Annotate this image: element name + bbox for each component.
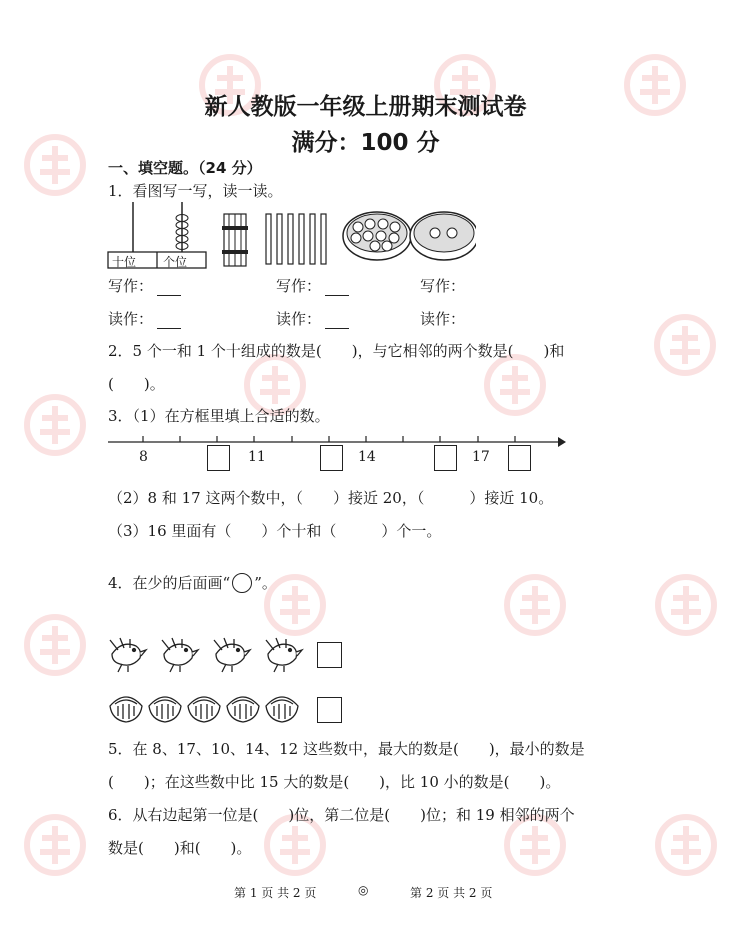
footer-page-left: 第 1 页 共 2 页 xyxy=(234,886,317,900)
q6-line2: 数是( )和( )。 xyxy=(108,839,252,857)
q5-line1: 5．在 8、17、10、14、12 这些数中，最大的数是( )，最小的数是 xyxy=(108,740,585,758)
stick-bundle-image xyxy=(222,214,248,266)
answer-box-4[interactable] xyxy=(508,445,531,471)
tick-label-8: 8 xyxy=(139,449,148,465)
bun-steamer-two-image xyxy=(410,212,476,260)
footer-symbol: ◎ xyxy=(358,883,369,897)
write-label-2: 写作： xyxy=(276,275,349,296)
answer-box-2[interactable] xyxy=(320,445,343,471)
shells-row xyxy=(106,692,316,726)
watermark-logo xyxy=(10,600,100,690)
q1-figures xyxy=(106,200,476,272)
tick-label-17: 17 xyxy=(472,449,490,465)
abacus-tens-label: 十位 xyxy=(112,255,137,269)
read-label-1: 读作： xyxy=(108,308,181,329)
watermark-logo xyxy=(641,560,731,650)
answer-box-birds[interactable] xyxy=(317,642,342,668)
birds-row xyxy=(106,636,346,674)
write-label-3: 写作： xyxy=(420,277,466,295)
page-subtitle: 满分：100 分 xyxy=(291,130,440,156)
loose-sticks-image xyxy=(266,214,326,264)
q6-line1: 6．从右边起第一位是( )位，第二位是( )位；和 19 相邻的两个 xyxy=(108,806,575,824)
watermark-logo xyxy=(10,380,100,470)
q3-part2: （2）8 和 17 这两个数中，（ ）接近 20，（ ）接近 10。 xyxy=(108,489,554,507)
page-title: 新人教版一年级上册期末测试卷 xyxy=(204,94,527,120)
watermark-logo xyxy=(640,300,730,390)
read-label-3: 读作： xyxy=(420,310,466,328)
watermark-logo xyxy=(490,560,580,650)
answer-box-3[interactable] xyxy=(434,445,457,471)
write-label-1: 写作： xyxy=(108,275,181,296)
circle-icon xyxy=(232,573,252,593)
answer-box-shells[interactable] xyxy=(317,697,342,723)
q2-line1: 2．5 个一和 1 个十组成的数是( )，与它相邻的两个数是( )和 xyxy=(108,342,565,360)
watermark-logo xyxy=(641,800,731,890)
tick-label-14: 14 xyxy=(358,449,376,465)
bun-steamer-full-image xyxy=(343,212,411,260)
q5-line2: ( )；在这些数中比 15 大的数是( )，比 10 小的数是( )。 xyxy=(108,773,561,791)
q4-stem: 4．在少的后面画“ ”。 xyxy=(108,574,277,592)
watermark-logo xyxy=(10,800,100,890)
q2-line2: ( )。 xyxy=(108,375,165,393)
tick-label-11: 11 xyxy=(248,449,266,465)
section-heading: 一、填空题。（24 分） xyxy=(108,159,262,177)
answer-box-1[interactable] xyxy=(207,445,230,471)
q1-stem: 1．看图写一写，读一读。 xyxy=(108,182,283,200)
footer-page-right: 第 2 页 共 2 页 xyxy=(410,886,493,900)
read-label-2: 读作： xyxy=(276,308,349,329)
abacus-ones-label: 个位 xyxy=(163,255,188,269)
q3-stem: 3．（1）在方框里填上合适的数。 xyxy=(108,407,330,425)
q3-part3: （3）16 里面有（ ）个十和（ ）个一。 xyxy=(108,522,442,540)
